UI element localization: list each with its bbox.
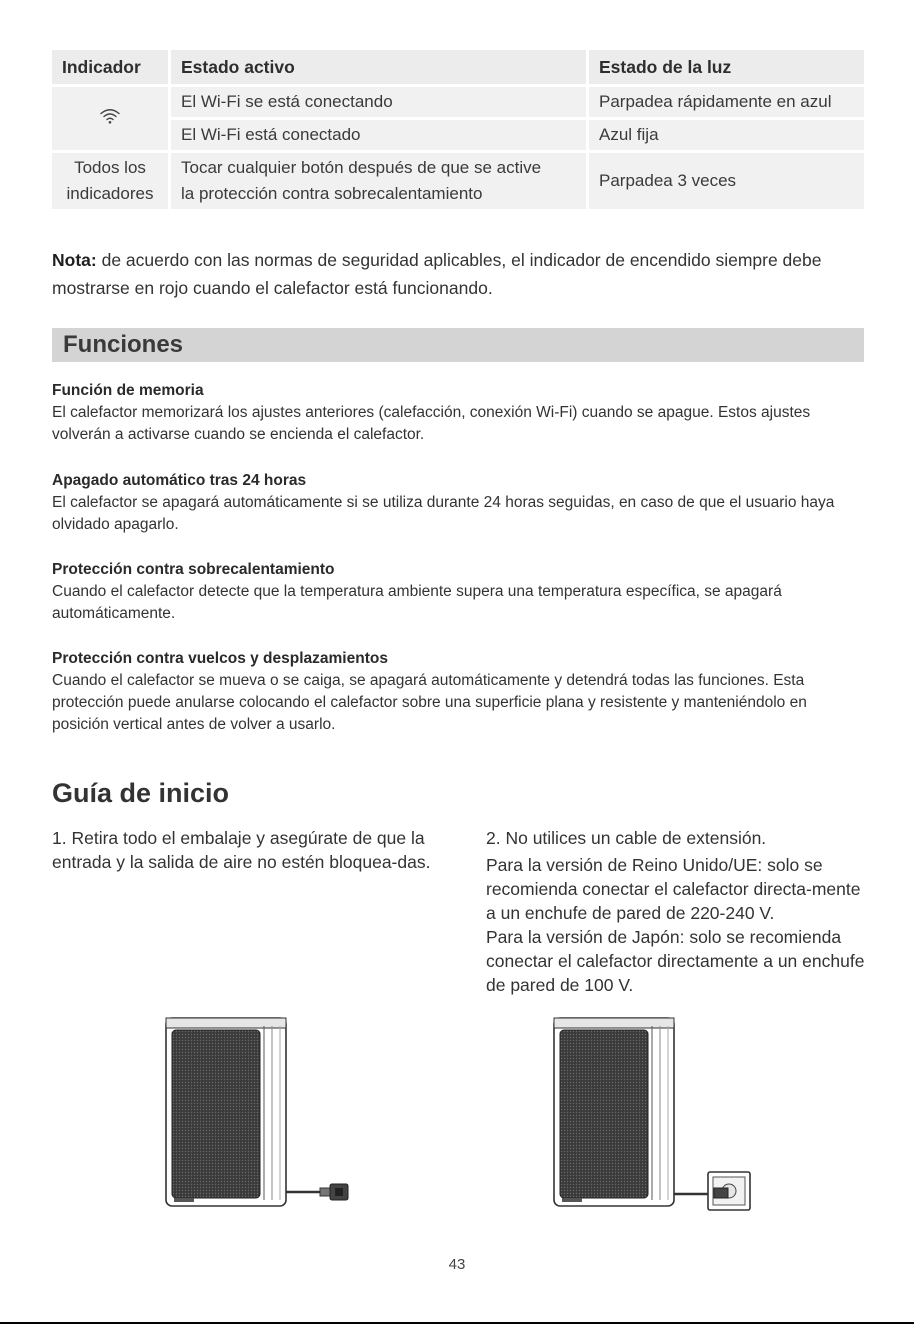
- table-cell-light: Azul fija: [589, 120, 864, 153]
- feature-title: Apagado automático tras 24 horas: [52, 472, 307, 489]
- table-cell-state: El Wi-Fi está conectado: [171, 120, 589, 153]
- indicator-label-line2: indicadores: [66, 184, 154, 203]
- state-line1: Tocar cualquier botón después de que se active: [181, 158, 542, 177]
- step-2-japan: Para la versión de Japón: solo se recomienda conectar el calefactor directamente a un enchufe de pared de 100 V.: [486, 927, 865, 995]
- table-cell-indicator: [52, 153, 171, 212]
- table-header-row: [52, 50, 864, 87]
- table-cell-light: Parpadea rápidamente en azul: [589, 87, 864, 120]
- table-header-light: Estado de la luz: [589, 50, 864, 87]
- guide-step-1: [52, 826, 432, 874]
- table-cell-state: El Wi-Fi se está conectando: [171, 87, 589, 120]
- feature-auto-off: [52, 470, 864, 536]
- heater-with-plug-icon: [160, 1012, 360, 1212]
- section-title: Funciones: [63, 331, 184, 358]
- table-header-state: Estado activo: [171, 50, 589, 87]
- table-row: [52, 87, 864, 120]
- note-label: Nota:: [52, 250, 97, 270]
- section-band: [52, 328, 864, 362]
- step-2-title: 2. No utilices un cable de extensión.: [486, 828, 767, 848]
- feature-tip-over: [52, 648, 864, 736]
- heater-plugged-into-wall-outlet-icon: [548, 1012, 760, 1212]
- table-cell-indicator: [52, 87, 171, 153]
- state-line2: la protección contra sobrecalentamiento: [181, 184, 483, 203]
- table-row: [52, 120, 864, 153]
- feature-text: El calefactor memorizará los ajustes anteriores (calefacción, conexión Wi-Fi) cuando se apague. Estos ajustes volverán a activarse cuando se encienda el calefactor.: [52, 404, 811, 443]
- step-1-text: 1. Retira todo el embalaje y asegúrate de que la entrada y la salida de aire no estén bloquea-das.: [52, 828, 431, 872]
- indicator-table: [52, 50, 864, 212]
- feature-memory: [52, 380, 864, 446]
- page-number: 43: [448, 1256, 466, 1273]
- guide-step-2: [486, 826, 866, 997]
- wifi-icon: [99, 107, 121, 125]
- note-text: de acuerdo con las normas de seguridad aplicables, el indicador de encendido siempre debe mostrarse en rojo cuando el calefactor está funcionando.: [52, 250, 822, 298]
- feature-text: El calefactor se apagará automáticamente si se utiliza durante 24 horas seguidas, en caso de que el usuario haya olvidado apagarlo.: [52, 494, 835, 533]
- feature-title: Protección contra vuelcos y desplazamientos: [52, 650, 388, 667]
- table-cell-light: Parpadea 3 veces: [589, 153, 864, 212]
- feature-text: Cuando el calefactor se mueva o se caiga, se apagará automáticamente y detendrá todas las funciones. Esta protección puede anularse colocando el calefactor sobre una superficie plana y resistente y manteniéndolo en posición vertical antes de volver a usarlo.: [52, 672, 807, 733]
- feature-title: Protección contra sobrecalentamiento: [52, 561, 335, 578]
- feature-text: Cuando el calefactor detecte que la temperatura ambiente supera una temperatura específica, se apagará automáticamente.: [52, 583, 782, 622]
- step-2-uk-eu: Para la versión de Reino Unido/UE: solo se recomienda conectar el calefactor directa-mente a un enchufe de pared de 220-240 V.: [486, 855, 861, 923]
- guide-title: Guía de inicio: [52, 778, 230, 808]
- table-header-indicator: Indicador: [52, 50, 171, 87]
- feature-overheat: [52, 559, 864, 625]
- table-row: [52, 153, 864, 212]
- safety-note: [52, 246, 864, 302]
- indicator-label-line1: Todos los: [74, 158, 146, 177]
- table-cell-state: [171, 153, 589, 212]
- feature-title: Función de memoria: [52, 382, 204, 399]
